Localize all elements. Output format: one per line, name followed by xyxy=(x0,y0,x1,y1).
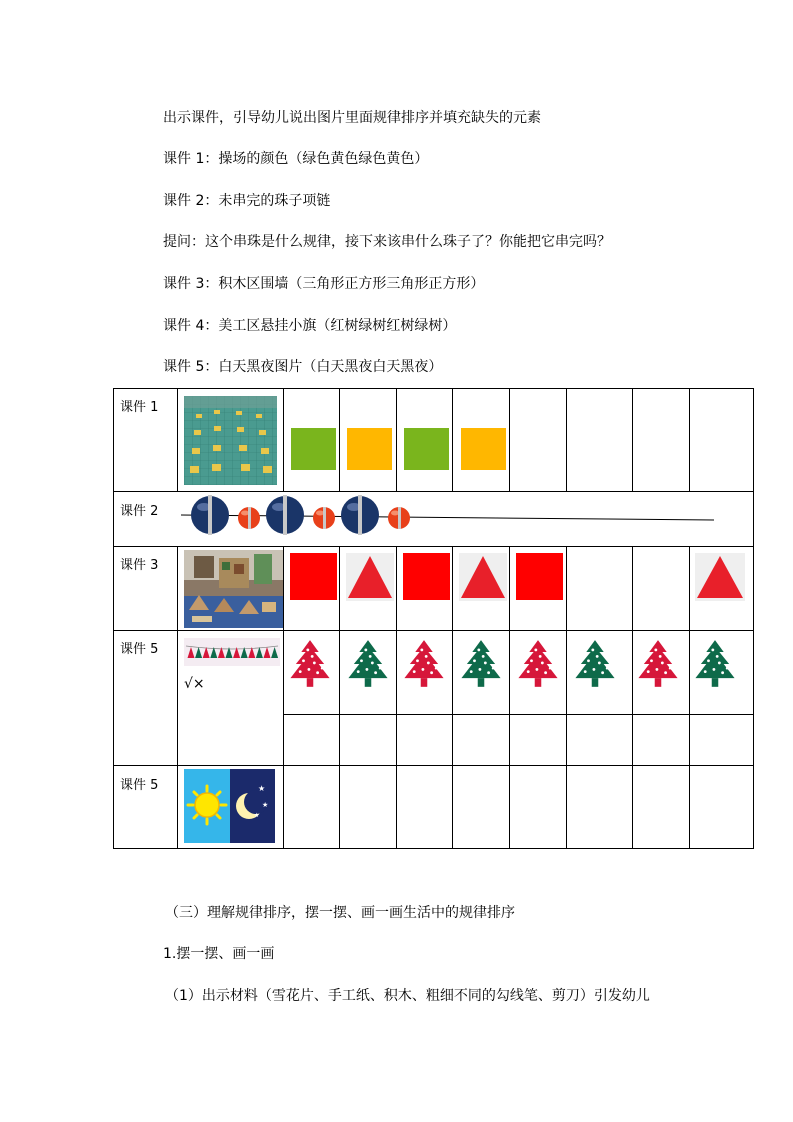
table-rule xyxy=(283,714,754,715)
row-label-3: 课件 3 xyxy=(120,558,159,573)
yellow-square xyxy=(461,428,506,470)
red-tree-icon xyxy=(636,639,680,693)
materials-paragraph: （1）出示材料（雪花片、手工纸、积木、粗细不同的勾线笔、剪刀）引发幼儿 xyxy=(165,988,650,1004)
green-square xyxy=(291,428,336,470)
svg-text:★: ★ xyxy=(254,812,260,819)
row-label-4: 课件 5 xyxy=(120,642,159,657)
table-rule xyxy=(113,546,754,547)
bead-necklace xyxy=(173,491,753,546)
green-tree-icon xyxy=(346,639,390,693)
sun-icon xyxy=(188,786,226,824)
bead-navy-2 xyxy=(266,495,304,535)
green-tree-icon xyxy=(573,639,617,693)
red-triangle xyxy=(459,553,507,601)
block-area-photo xyxy=(184,550,283,628)
flag-garland-image xyxy=(184,638,280,666)
red-square xyxy=(403,553,450,600)
table-border-right xyxy=(753,388,754,849)
courseware-3-text: 课件 3：积木区围墙（三角形正方形三角形正方形） xyxy=(163,276,485,292)
svg-text:★: ★ xyxy=(258,784,266,793)
table-rule xyxy=(113,765,754,766)
green-tree-icon xyxy=(459,639,503,693)
section-heading: （三）理解规律排序，摆一摆、画一画生活中的规律排序 xyxy=(165,905,515,921)
yellow-square xyxy=(347,428,392,470)
bead-orange-3 xyxy=(388,507,410,529)
bead-navy-1 xyxy=(191,495,229,535)
red-triangle xyxy=(695,553,745,601)
day-night-image xyxy=(184,769,275,843)
bead-orange-1 xyxy=(238,507,260,529)
red-tree-icon xyxy=(402,639,446,693)
check-cross-mark: √× xyxy=(184,676,205,692)
courseware-4-text: 课件 4：美工区悬挂小旗（红树绿树红树绿树） xyxy=(163,318,457,334)
playground-photo xyxy=(184,396,277,485)
red-square xyxy=(290,553,337,600)
table-col-rule xyxy=(283,388,284,491)
table-border-top xyxy=(113,388,754,389)
red-square xyxy=(516,553,563,600)
table-col-rule xyxy=(177,546,178,849)
table-border-bottom xyxy=(113,848,754,849)
row-label-5: 课件 5 xyxy=(120,778,159,793)
courseware-1-text: 课件 1：操场的颜色（绿色黄色绿色黄色） xyxy=(163,151,429,167)
intro-paragraph: 出示课件，引导幼儿说出图片里面规律排序并填充缺失的元素 xyxy=(163,110,541,126)
table-col-rule xyxy=(177,388,178,491)
necklace-string xyxy=(181,515,714,520)
bead-navy-3 xyxy=(341,495,379,535)
table-col-rule xyxy=(283,546,284,849)
green-square xyxy=(404,428,449,470)
pattern-table xyxy=(113,388,754,849)
subsection-heading: 1.摆一摆、画一画 xyxy=(163,946,275,962)
courseware-5-text: 课件 5：白天黑夜图片（白天黑夜白天黑夜） xyxy=(163,359,443,375)
red-tree-icon xyxy=(288,639,332,693)
table-border-left xyxy=(113,388,114,849)
row-label-2: 课件 2 xyxy=(120,504,159,519)
red-tree-icon xyxy=(516,639,560,693)
question-text: 提问：这个串珠是什么规律，接下来该串什么珠子了？你能把它串完吗？ xyxy=(163,234,611,250)
table-rule xyxy=(113,630,754,631)
svg-text:★: ★ xyxy=(262,801,269,809)
bead-orange-2 xyxy=(313,507,335,529)
red-triangle xyxy=(346,553,394,601)
green-tree-icon xyxy=(693,639,737,693)
courseware-2-text: 课件 2：未串完的珠子项链 xyxy=(163,193,331,209)
row-label-1: 课件 1 xyxy=(120,400,159,415)
